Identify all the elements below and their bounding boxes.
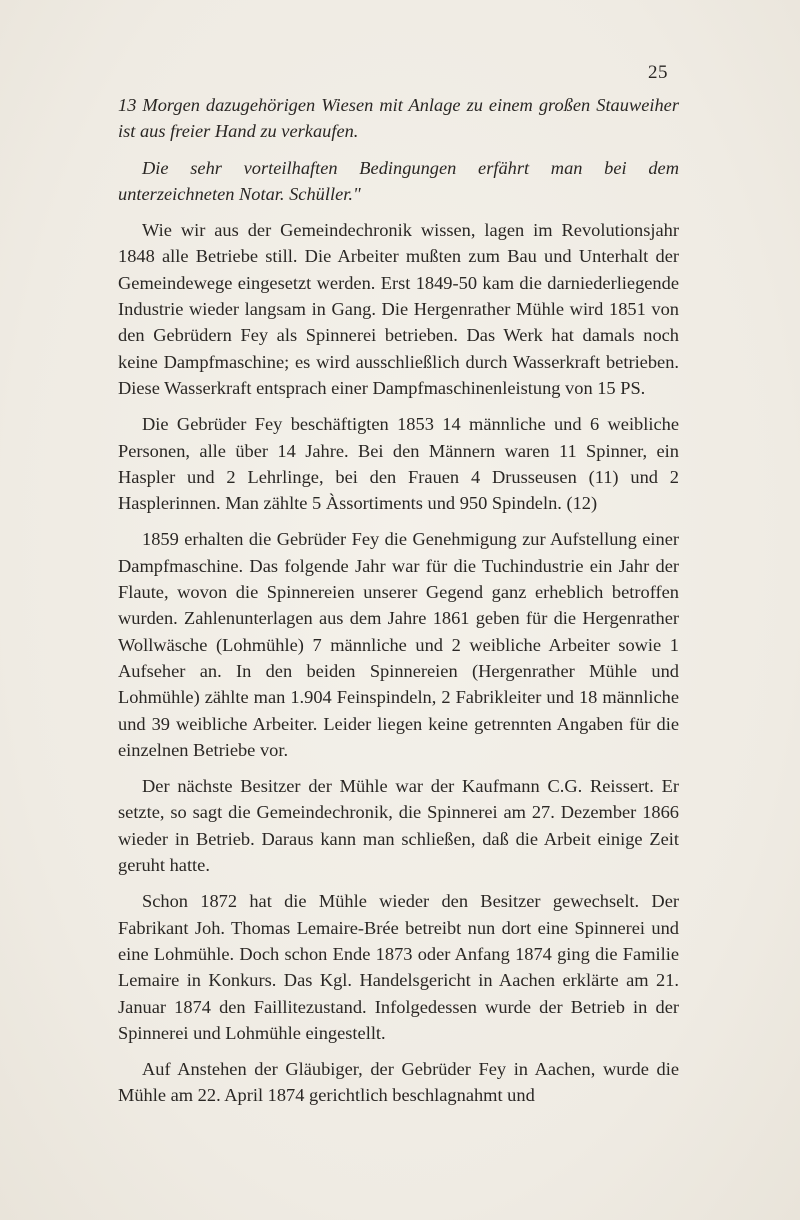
- page-number: 25: [648, 62, 668, 83]
- paragraph-employees-1853: Die Gebrüder Fey beschäftigten 1853 14 männliche und 6 weibliche Personen, alle über 14 Jahre. Bei den Männern waren 11 Spinner, ein Haspler und 2 Lehrlinge, bei den Frauen 4 Drusseusen (11) und 2 Hasplerinnen. Man zählte 5 Àssortiments und 950 Spindeln. (12): [118, 414, 679, 514]
- paragraph-owner-reissert: Der nächste Besitzer der Mühle war der Kaufmann C.G. Reissert. Er setzte, so sagt die Gemeindechronik, die Spinnerei am 27. Dezember 1866 wieder in Betrieb. Daraus kann man schließen, daß die Arbeit einige Zeit geruht hatte.: [118, 776, 679, 876]
- quote-paragraph-1: 13 Morgen dazugehörigen Wiesen mit Anlage zu einem großen Stauweiher ist aus freier Hand zu verkaufen.: [118, 95, 679, 142]
- quote-paragraph-2: Die sehr vorteilhaften Bedingungen erfährt man bei dem unterzeichneten Notar. Schüller.": [118, 157, 679, 204]
- paragraph-revolution-1848: Wie wir aus der Gemeindechronik wissen, lagen im Revolutionsjahr 1848 alle Betriebe still. Die Arbeiter mußten zum Bau und Unterhalt der Gemeindewege eingesetzt werden. Erst 1849-50 kam die darniederliegende Industrie wieder langsam in Gang. Die Hergenrather Mühle wird 1851 von den Gebrüdern Fey als Spinnerei betrieben. Das Werk hat damals noch keine Dampfmaschine; es wird ausschließlich durch Wasserkraft betrieben. Diese Wasserkraft entsprach einer Dampfmaschinenleistung von 15 PS.: [118, 220, 679, 398]
- paragraph-owner-lemaire: Schon 1872 hat die Mühle wieder den Besitzer gewechselt. Der Fabrikant Joh. Thomas Lemaire-Brée betreibt nun dort eine Spinnerei und eine Lohmühle. Doch schon Ende 1873 oder Anfang 1874 ging die Familie Lemaire in Konkurs. Das Kgl. Handelsgericht in Aachen erklärte am 21. Januar 1874 den Faillitezustand. Infolgedessen wurde der Betrieb in der Spinnerei und Lohmühle eingestellt.: [118, 891, 679, 1043]
- body-text: [118, 92, 679, 1119]
- paragraph-seizure-1874: Auf Anstehen der Gläubiger, der Gebrüder Fey in Aachen, wurde die Mühle am 22. April 1874 gerichtlich beschlagnahmt und: [118, 1059, 679, 1106]
- paragraph-steam-engine-1859: 1859 erhalten die Gebrüder Fey die Genehmigung zur Aufstellung einer Dampfmaschine. Das folgende Jahr war für die Tuchindustrie ein Jahr der Flaute, wovon die Spinnereien unserer Gegend ganz erheblich betroffen wurden. Zahlenunterlagen aus dem Jahre 1861 geben für die Hergenrather Wollwäsche (Lohmühle) 7 männliche und 2 weibliche Arbeiter sowie 1 Aufseher an. In den beiden Spinnereien (Hergenrather Mühle und Lohmühle) zählte man 1.904 Feinspindeln, 2 Fabrikleiter und 18 männliche und 39 weibliche Arbeiter. Leider liegen keine getrennten Angaben für die einzelnen Betriebe vor.: [118, 529, 679, 760]
